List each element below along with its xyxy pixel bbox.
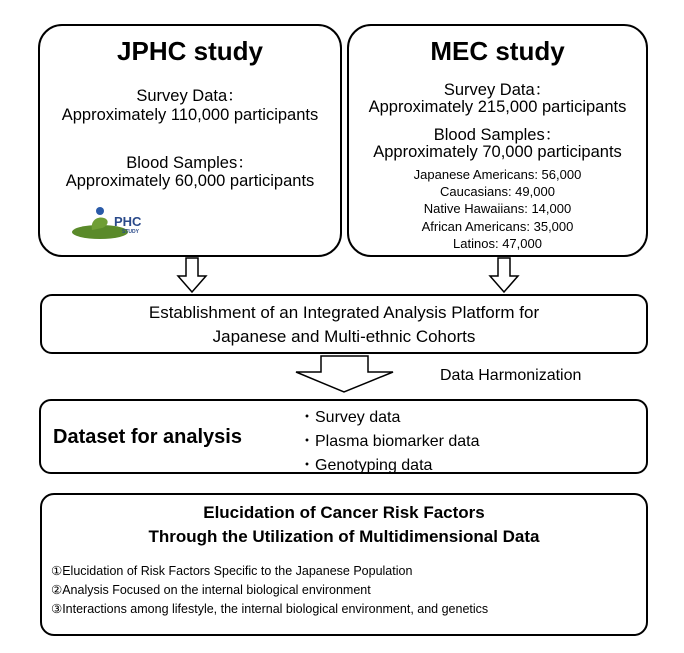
jphc-logo-subtext: STUDY [122,229,139,235]
platform-line2: Japanese and Multi-ethnic Cohorts [212,327,476,346]
mec-blood-label: Blood Samples： [433,126,562,144]
harmonization-label: Data Harmonization [440,367,582,384]
jphc-down-arrow [178,258,206,292]
mec-breakdown-item: African Americans: 35,000 [421,219,574,234]
jphc-title: JPHC study [117,36,263,66]
jphc-survey-value: Approximately 110,000 participants [61,106,319,124]
jphc-logo [70,206,170,240]
elucidation-title-line1: Elucidation of Cancer Risk Factors [203,503,485,522]
elucidation-box [40,493,648,636]
mec-breakdown-item: Japanese Americans: 56,000 [413,167,582,182]
dataset-item: ・Survey data [299,409,401,426]
mec-survey-value: Approximately 215,000 participants [368,98,627,116]
jphc-study-box [38,24,342,257]
jphc-survey-label: Survey Data： [136,87,244,105]
mec-breakdown-item: Native Hawaiians: 14,000 [423,201,572,216]
dataset-item: ・Plasma biomarker data [299,433,480,450]
platform-box [40,294,648,354]
dataset-box [39,399,648,474]
mec-study-box [347,24,648,257]
harmonization-arrow [296,356,393,392]
dataset-title: Dataset for analysis [53,426,242,448]
mec-breakdown-item: Caucasians: 49,000 [440,184,555,199]
elucidation-point: ①Elucidation of Risk Factors Specific to the Japanese Population [51,564,413,578]
elucidation-point: ②Analysis Focused on the internal biological environment [51,583,371,597]
mec-title: MEC study [430,36,565,66]
mec-down-arrow [490,258,518,292]
platform-line1: Establishment of an Integrated Analysis Platform for [148,303,540,322]
elucidation-title-line2: Through the Utilization of Multidimensional Data [148,527,540,546]
mec-survey-label: Survey Data： [443,81,552,99]
jphc-blood-label: Blood Samples： [126,154,254,172]
elucidation-point: ③Interactions among lifestyle, the internal biological environment, and genetics [51,602,489,616]
jphc-logo-text: PHC [114,214,142,229]
mec-blood-value: Approximately 70,000 participants [373,143,622,161]
jphc-blood-value: Approximately 60,000 participants [65,172,315,190]
dataset-item: ・Genotyping data [299,457,433,474]
mec-breakdown-item: Latinos: 47,000 [453,236,542,251]
